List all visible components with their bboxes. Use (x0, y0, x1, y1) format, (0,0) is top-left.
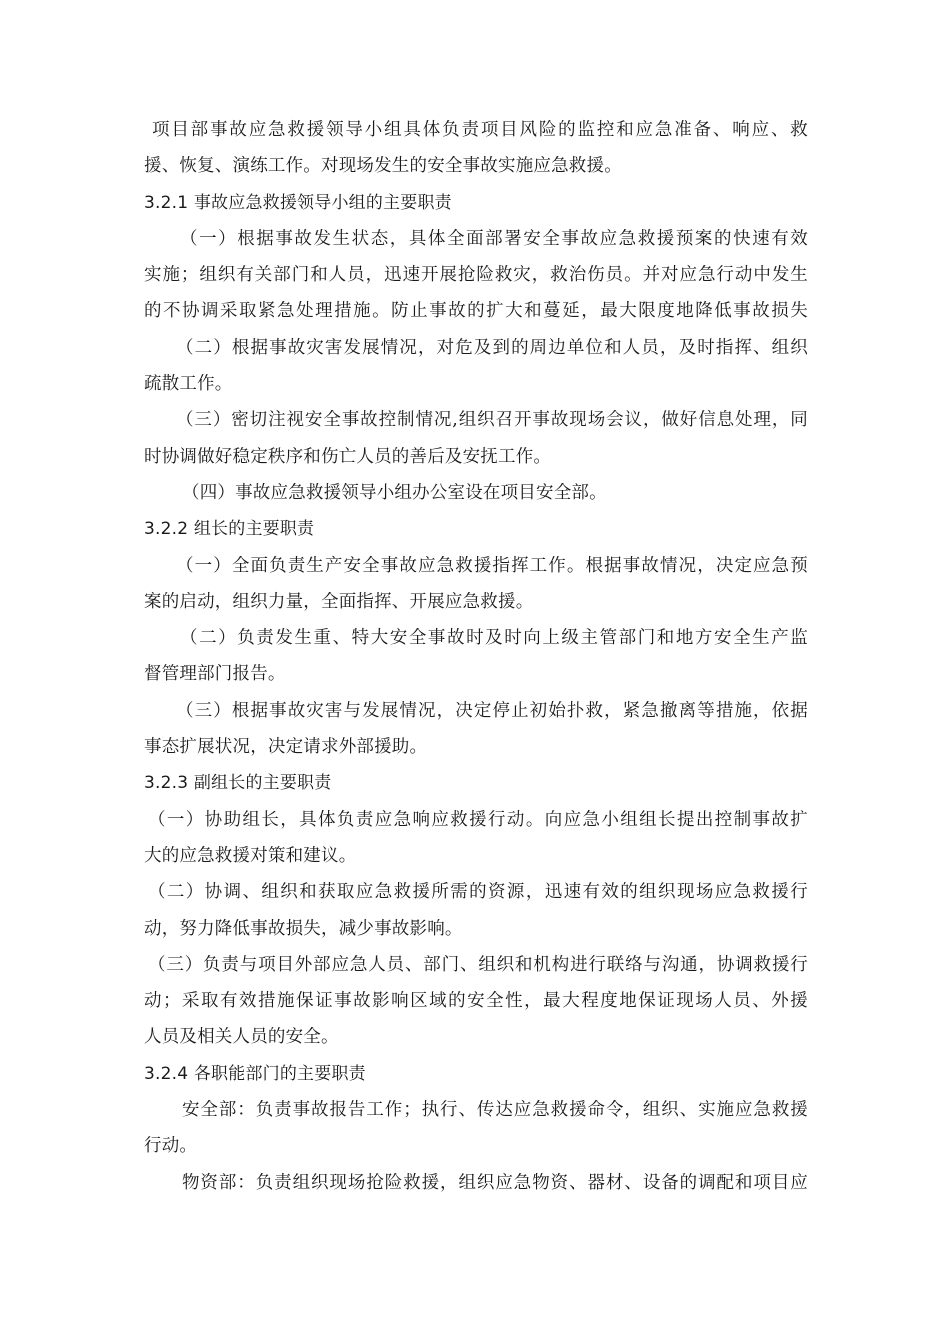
paragraph-line: （二）协调、组织和获取应急救援所需的资源，迅速有效的组织现场应急救援行 (148, 882, 808, 903)
paragraph-line: 时协调做好稳定秩序和伤亡人员的善后及安抚工作。 (144, 446, 552, 467)
paragraph-line: 动，努力降低事故损失，减少事故影响。 (144, 918, 463, 939)
paragraph-line: 大的应急救援对策和建议。 (144, 845, 357, 866)
paragraph-line: （二）根据事故灾害发展情况，对危及到的周边单位和人员，及时指挥、组织 (176, 337, 808, 358)
paragraph-line: 援、恢复、演练工作。对现场发生的安全事故实施应急救援。 (144, 156, 622, 177)
paragraph-line: （三）根据事故灾害与发展情况，决定停止初始扑救，紧急撤离等措施，依据 (176, 700, 808, 721)
section-heading: 3.2.4 各职能部门的主要职责 (144, 1063, 366, 1084)
paragraph-line: 疏散工作。 (144, 374, 233, 395)
paragraph-line: 的不协调采取紧急处理措施。防止事故的扩大和蔓延，最大限度地降低事故损失 (144, 301, 808, 322)
section-heading: 3.2.1 事故应急救援领导小组的主要职责 (144, 192, 452, 213)
paragraph-line: （一）协助组长，具体负责应急响应救援行动。向应急小组组长提出控制事故扩 (148, 809, 808, 830)
paragraph-line: 实施；组织有关部门和人员，迅速开展抢险救灾，救治伤员。并对应急行动中发生 (144, 265, 808, 286)
paragraph-line: 案的启动，组织力量，全面指挥、开展应急救援。 (144, 591, 534, 612)
paragraph-line: 督管理部门报告。 (144, 664, 286, 685)
paragraph-line: 动；采取有效措施保证事故影响区域的安全性，最大程度地保证现场人员、外援 (144, 991, 808, 1012)
paragraph-line: 物资部：负责组织现场抢险救援，组织应急物资、器材、设备的调配和项目应 (182, 1172, 808, 1193)
paragraph-line: （三）密切注视安全事故控制情况,组织召开事故现场会议，做好信息处理，同 (176, 410, 808, 431)
paragraph-line: （二）负责发生重、特大安全事故时及时向上级主管部门和地方安全生产监 (180, 628, 808, 649)
section-heading: 3.2.2 组长的主要职责 (144, 519, 315, 540)
paragraph-line: （一）根据事故发生状态，具体全面部署安全事故应急救援预案的快速有效 (180, 228, 808, 249)
paragraph-line: 人员及相关人员的安全。 (144, 1027, 339, 1048)
paragraph-line: 项目部事故应急救援领导小组具体负责项目风险的监控和应急准备、响应、救 (152, 120, 808, 140)
paragraph-line: （一）全面负责生产安全事故应急救援指挥工作。根据事故情况，决定应急预 (176, 555, 808, 576)
section-heading: 3.2.3 副组长的主要职责 (144, 773, 332, 794)
document-page (144, 112, 808, 1201)
paragraph-line: 安全部：负责事故报告工作；执行、传达应急救援命令，组织、实施应急救援 (182, 1100, 808, 1121)
paragraph-line: 事态扩展状况，决定请求外部援助。 (144, 737, 428, 758)
paragraph-line: （四）事故应急救援领导小组办公室设在项目安全部。 (182, 482, 607, 503)
paragraph-line: 行动。 (144, 1136, 198, 1157)
paragraph-line: （三）负责与项目外部应急人员、部门、组织和机构进行联络与沟通，协调救援行 (148, 954, 808, 975)
